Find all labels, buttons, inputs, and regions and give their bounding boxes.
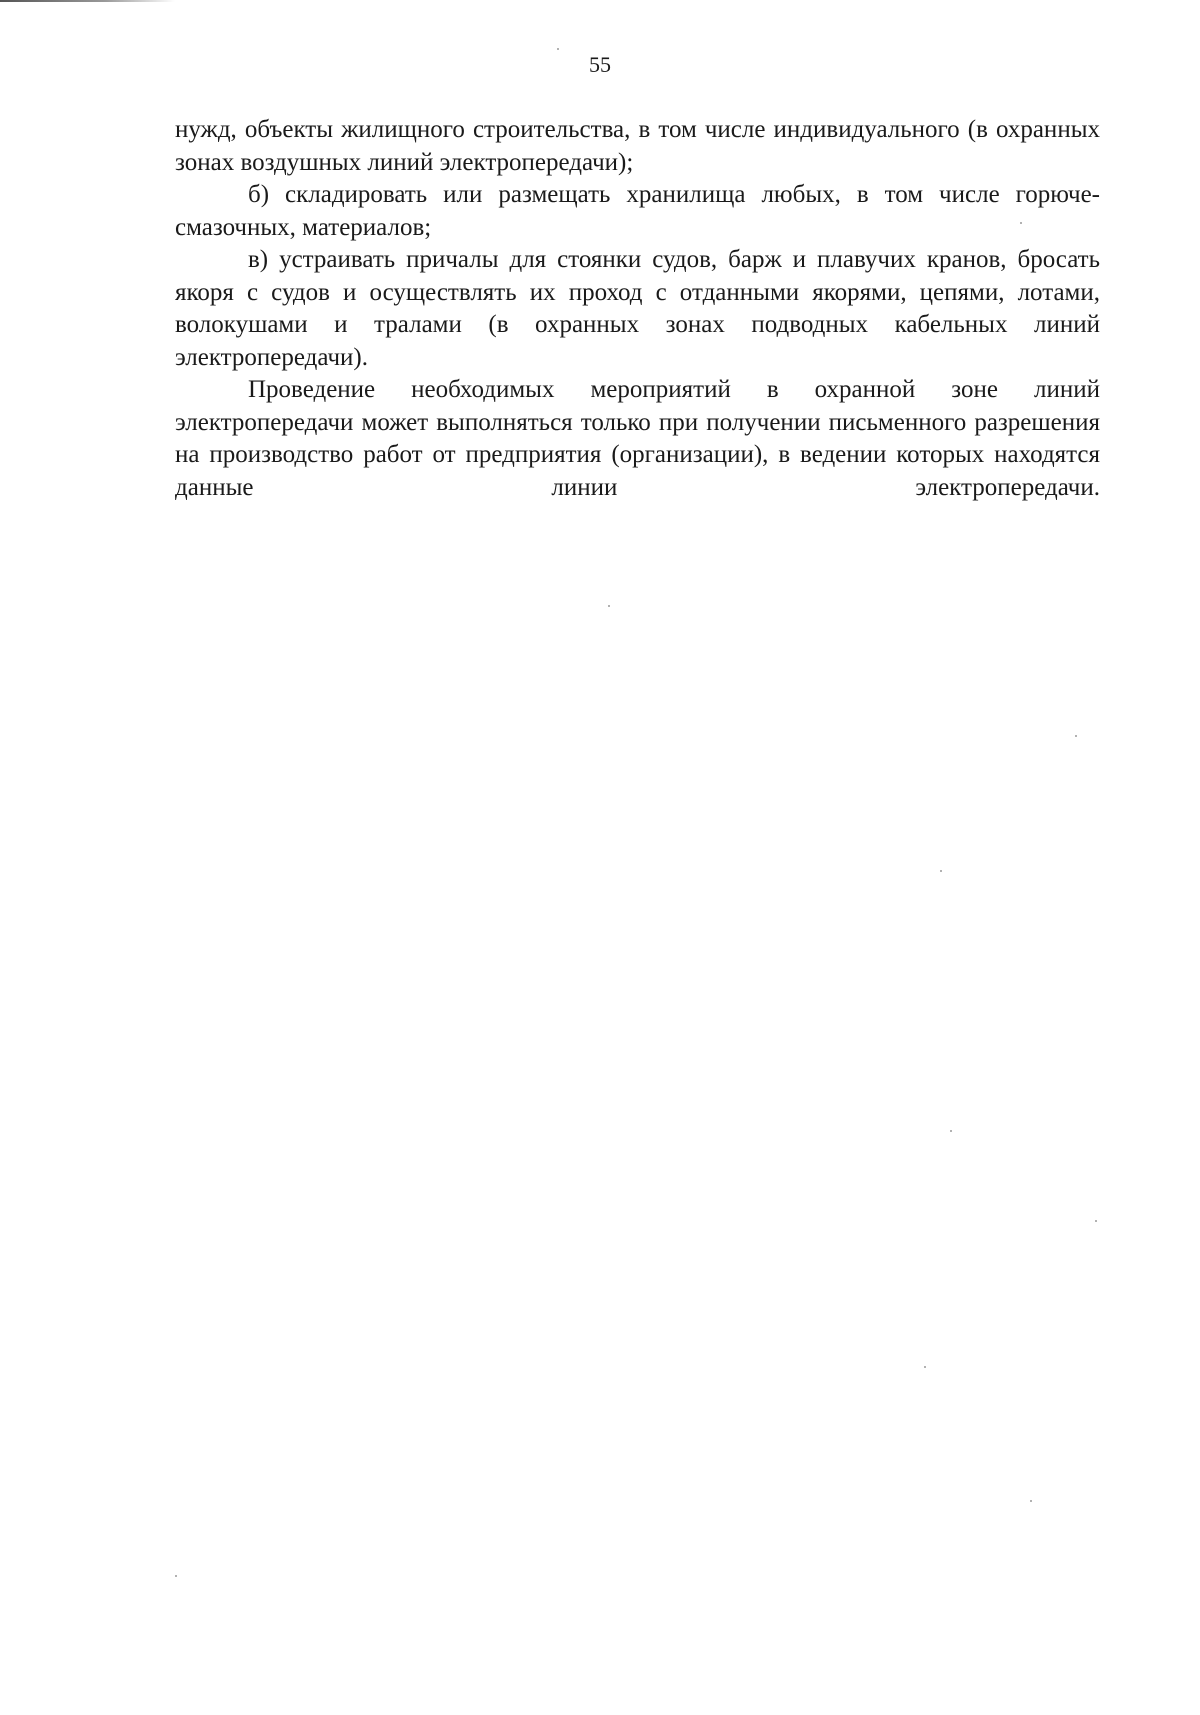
body-text: [175, 114, 1100, 504]
scan-speck: [1075, 735, 1077, 737]
scan-speck: [557, 48, 559, 50]
paragraph-item-v: в) устраивать причалы для стоянки судов, барж и плавучих кранов, бросать якоря с судов и осуществлять их проход с отданными якорями, цепями, лотами, волокушами и тралами (в охранных зонах подводных кабельных линий электропередачи).: [175, 246, 1100, 371]
paragraph-continuation: нужд, объекты жилищного строительства, в том числе индивидуального (в охранных зонах воздушных линий электропередачи);: [175, 116, 1100, 176]
scan-speck: [924, 1366, 926, 1368]
paragraph-item-b: б) складировать или размещать хранилища любых, в том числе горюче-смазочных, материалов;: [175, 181, 1100, 241]
scan-speck: [950, 1130, 952, 1132]
scan-edge-mark: [0, 0, 175, 2]
scan-speck: [1095, 1220, 1097, 1222]
scan-speck: [1030, 1500, 1032, 1502]
scan-speck: [940, 870, 942, 872]
scan-speck: [608, 605, 610, 607]
scan-speck: [1020, 222, 1022, 224]
paragraph-permission: Проведение необходимых мероприятий в охранной зоне линий электропередачи может выполняться только при получении письменного разрешения на производство работ от предприятия (организации), в ведении которых находятся данные линии электропередачи.: [175, 376, 1100, 501]
page-number: 55: [589, 52, 611, 77]
scan-speck: [175, 1575, 177, 1577]
